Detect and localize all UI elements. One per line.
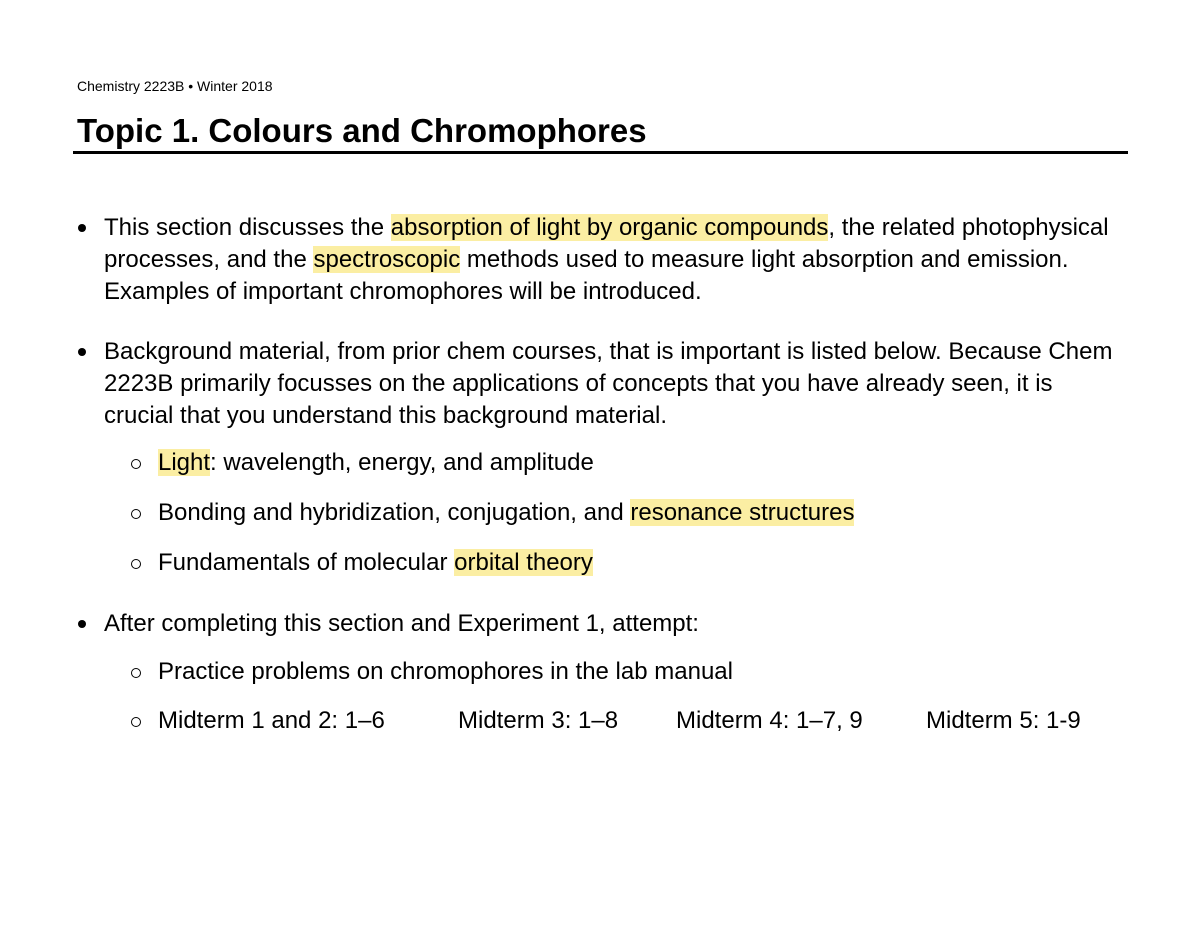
- circle-bullet-icon: [131, 459, 141, 469]
- course-header: Chemistry 2223B • Winter 2018: [77, 78, 273, 94]
- bullet-text: After completing this section and Experiment 1, attempt:: [104, 610, 699, 637]
- bullet-item-intro: [104, 212, 1114, 308]
- sub-item-light: [158, 447, 594, 479]
- midterm-range: Midterm 3: 1–8: [458, 707, 619, 734]
- midterm-range: Midterm 1 and 2: 1–6: [158, 707, 385, 734]
- midterm-range: Midterm 5: 1-9: [926, 707, 1081, 734]
- bullet-text: Background material, from prior chem courses, that is important is listed below. Because Chem 2223B primarily focusses on the applications of concepts that you have already seen, it is crucial that you understand this background material.: [104, 338, 1113, 429]
- bullet-item-practice: [104, 608, 1114, 640]
- bullet-text: methods used to measure light absorption and emission. Examples of important chromophores will be introduced.: [104, 246, 1069, 305]
- bullet-dot-icon: [78, 348, 86, 356]
- sub-item-midterms: [158, 705, 1118, 737]
- circle-bullet-icon: [131, 668, 141, 678]
- sub-item-text: : wavelength, energy, and amplitude: [210, 449, 594, 476]
- page-title: Topic 1. Colours and Chromophores: [77, 112, 647, 149]
- highlighted-text: Light: [158, 449, 211, 476]
- title-underline: [73, 151, 1128, 154]
- bullet-dot-icon: [78, 224, 86, 232]
- highlighted-text: spectroscopic: [313, 246, 461, 273]
- circle-bullet-icon: [131, 717, 141, 727]
- sub-item-text: Fundamentals of molecular: [158, 549, 455, 576]
- bullet-text: , the related photophysical processes, and the: [104, 214, 1109, 273]
- bullet-text: This section discusses the: [104, 214, 391, 241]
- highlighted-text: absorption of light by organic compounds: [390, 214, 829, 241]
- midterm-range: Midterm 4: 1–7, 9: [676, 707, 863, 734]
- bullet-item-background: [104, 336, 1114, 432]
- sub-item-orbital-theory: [158, 547, 593, 579]
- sub-item-bonding: [158, 497, 854, 529]
- circle-bullet-icon: [131, 559, 141, 569]
- bullet-dot-icon: [78, 620, 86, 628]
- highlighted-text: orbital theory: [454, 549, 593, 576]
- sub-item-text: Bonding and hybridization, conjugation, and: [158, 499, 631, 526]
- highlighted-text: resonance structures: [630, 499, 855, 526]
- sub-item-text: Practice problems on chromophores in the lab manual: [158, 658, 733, 685]
- circle-bullet-icon: [131, 509, 141, 519]
- sub-item-practice-problems: [158, 656, 733, 688]
